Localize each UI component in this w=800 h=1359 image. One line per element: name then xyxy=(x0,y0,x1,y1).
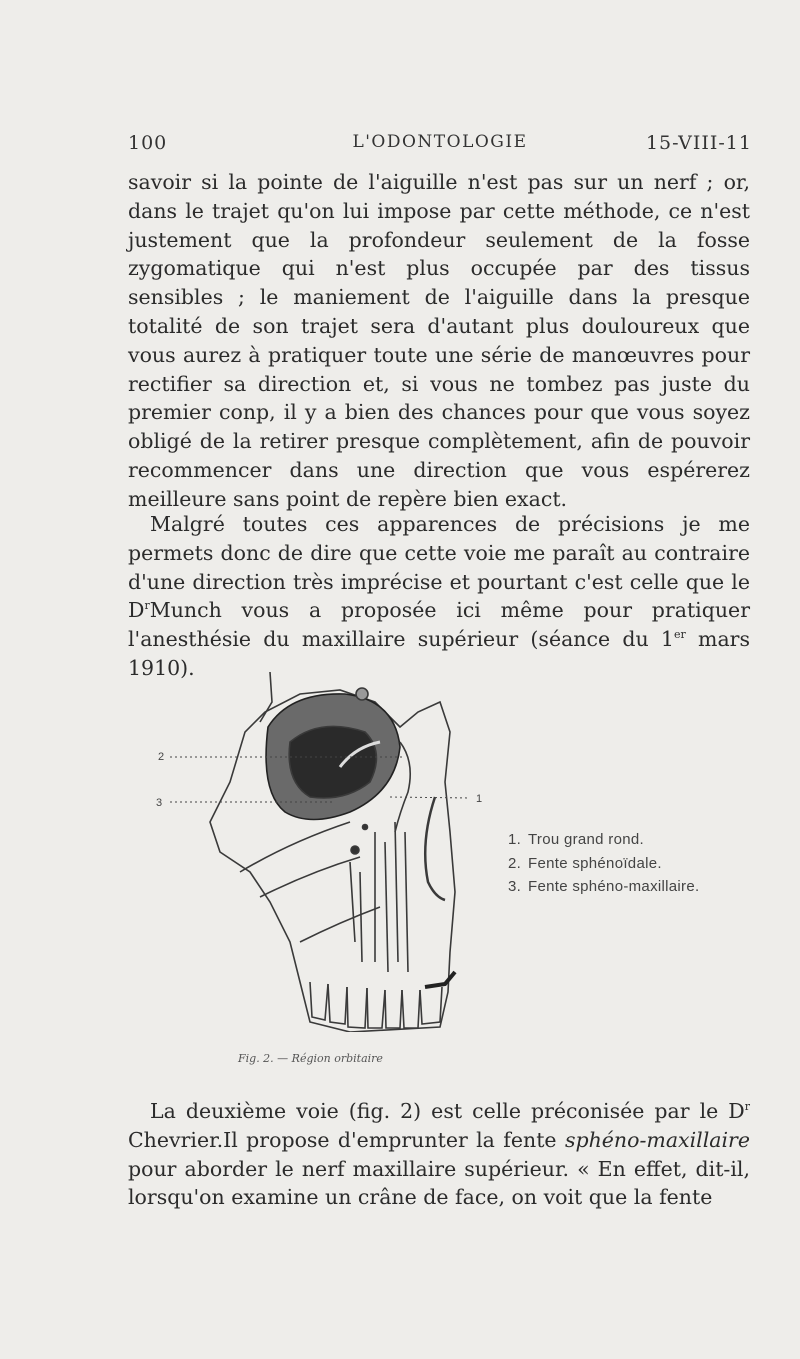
journal-title: L'ODONTOLOGIE xyxy=(352,132,528,152)
paragraph-2-part-b: Munch vous a proposée ici même pour pratiquer l'anesthésie du maxillaire supérieur (séance du 1 xyxy=(128,598,750,652)
paragraph-1 xyxy=(128,168,750,514)
paragraph-2 xyxy=(128,510,750,683)
paragraph-2-text xyxy=(128,510,750,683)
paragraph-3-part-a: La deuxième voie (fig. 2) est celle préconisée par le D xyxy=(150,1099,745,1123)
legend-number-3: 3. xyxy=(508,878,522,895)
legend-item-2 xyxy=(508,852,699,876)
legend-text-3: Fente sphéno-maxillaire. xyxy=(528,878,700,895)
paragraph-3-part-c: pour aborder le nerf maxillaire supérieur. « En effet, dit-il, lorsqu'on examine un crâne de face, on voit que la fente xyxy=(128,1156,750,1210)
legend-number-2: 2. xyxy=(508,854,522,872)
superscript-r: r xyxy=(144,599,150,613)
running-header xyxy=(128,132,752,160)
legend-item-1 xyxy=(508,828,699,852)
paragraph-2-part-a: Malgré toutes ces apparences de précisions je me permets donc de dire que cette voie me paraît au contraire d'une direction très imprécise et pourtant c'est celle que le D xyxy=(128,512,750,623)
paragraph-3 xyxy=(128,1097,750,1212)
paragraph-1-text: savoir si la pointe de l'aiguille n'est pas sur un nerf ; or, dans le trajet qu'on lui impose par cette méthode, ce n'est justement que la profondeur seulement de la fosse zygomatique qui n'est plus occupée par des tissus sensibles ; le maniement de l'aiguille dans la presque totalité de son trajet sera d'autant plus douloureux que vous aurez à pratiquer toute une série de manœuvres pour rectifier sa direction et, si vous ne tombez pas juste du premier conp, il y a bien des chances pour que vous soyez obligé de la retirer presque complètement, afin de pouvoir recommencer dans une direction que vous espérerez meilleure sans point de repère bien exact. xyxy=(128,170,750,511)
orbital-region-illustration xyxy=(150,672,490,1032)
paragraph-2-part-c: mars 1910). xyxy=(128,627,750,680)
superscript-er: er xyxy=(673,628,686,642)
legend-number-1: 1. xyxy=(508,831,522,848)
figure-legend xyxy=(508,828,699,899)
legend-text-2: Fente sphénoïdale. xyxy=(528,854,662,872)
superscript-r-2: r xyxy=(744,1100,750,1114)
paragraph-3-text xyxy=(128,1097,750,1212)
figure-label-1: 1 xyxy=(476,793,483,805)
italic-term: sphéno-maxillaire xyxy=(564,1127,750,1152)
paragraph-3-part-b: Chevrier.Il propose d'emprunter la fente xyxy=(128,1127,565,1152)
issue-date: 15-VIII-11 xyxy=(645,132,752,154)
skull-figure xyxy=(150,672,490,1032)
page-number: 100 xyxy=(128,132,168,154)
figure-label-3: 3 xyxy=(156,797,163,809)
figure-caption: Fig. 2. — Région orbitaire xyxy=(238,1052,383,1065)
legend-item-3 xyxy=(508,875,699,899)
legend-text-1: Trou grand rond. xyxy=(528,831,644,848)
figure-label-2: 2 xyxy=(158,751,165,763)
